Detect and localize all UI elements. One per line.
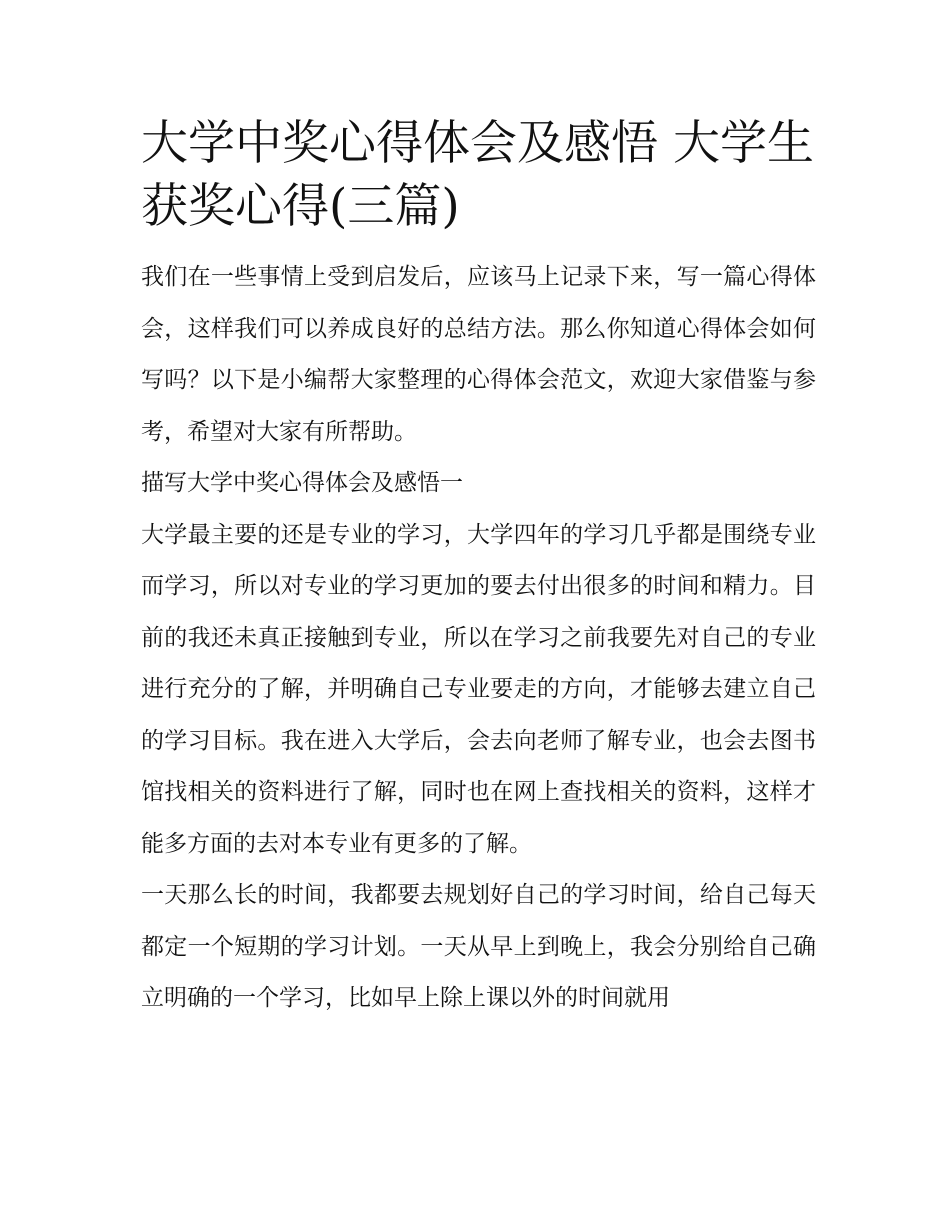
section-heading: 描写大学中奖心得体会及感悟一: [141, 470, 463, 496]
document-title: 大学中奖心得体会及感悟 大学生获奖心得(三篇): [141, 116, 814, 234]
body-paragraph-2: 一天那么长的时间，我都要去规划好自己的学习时间，给自己每天都定一个短期的学习计划。一天从早上到晚上，我会分别给自己确立明确的一个学习，比如早上除上课以外的时间就用: [141, 882, 816, 1011]
intro-paragraph: 我们在一些事情上受到启发后，应该马上记录下来，写一篇心得体会，这样我们可以养成良好的总结方法。那么你知道心得体会如何写吗？以下是小编帮大家整理的心得体会范文，欢迎大家借鉴与参考，希望对大家有所帮助。: [141, 264, 816, 445]
body-paragraph-1: 大学最主要的还是专业的学习，大学四年的学习几乎都是围绕专业而学习，所以对专业的学习更加的要去付出很多的时间和精力。目前的我还未真正接触到专业，所以在学习之前我要先对自己的专业进行充分的了解，并明确自己专业要走的方向，才能够去建立自己的学习目标。我在进入大学后，会去向老师了解专业，也会去图书馆找相关的资料进行了解，同时也在网上查找相关的资料，这样才能多方面的去对本专业有更多的了解。: [141, 521, 816, 857]
document-body: [141, 112, 816, 1025]
